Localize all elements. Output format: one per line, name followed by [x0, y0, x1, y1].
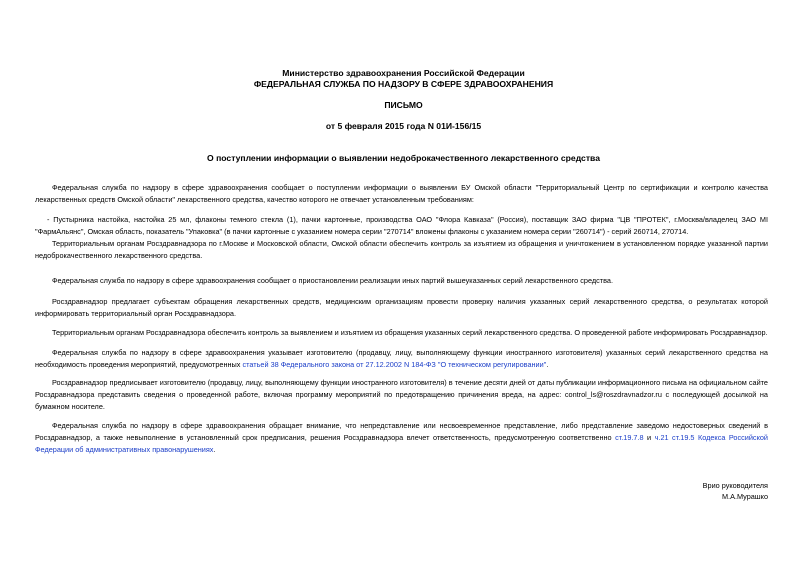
document-date-number: от 5 февраля 2015 года N 01И-156/15	[325, 121, 482, 131]
paragraph-7-text: Федеральная служба по надзору в сфере здравоохранения указывает изготовителю (продавцу, лицу, выполняющему функции иностранного изготовителя) указанных серий лекарственного средства на необходимость проведения мероприятий, предусмотренных	[35, 348, 768, 369]
paragraph-9-text: Федеральная служба по надзору в сфере здравоохранения обращает внимание, что непредставление или несвоевременное представление, либо представление заведомо недостоверных сведений в Росздравнадзор, а также невыполнение в установленный срок предписания, решения Росздравнадзора влечет ответственность, предусмотренную соответственно	[35, 421, 768, 442]
admin-code-link[interactable]: Кодекса Российской Федерации об административных правонарушениях	[35, 433, 768, 454]
article-19-7-8-link[interactable]: ст.19.7.8	[615, 433, 644, 442]
paragraph-7-end: .	[546, 360, 549, 369]
paragraph-5: Росздравнадзор предлагает субъектам обращения лекарственных средств, медицинским организациям провести проверку наличия указанных серий лекарственного средства, о результатах которой информировать территориальный орган Росздравнадзора.	[35, 297, 768, 318]
paragraph-2: - Пустырника настойка, настойка 25 мл, флаконы темного стекла (1), пачки картонные, производства ОАО "Флора Кавказа" (Россия), поставщик ЗАО фирма "ЦВ "ПРОТЕК", г.Москва/владелец ЗАО МI "ФармАльянс", Омская область, показатель "Упаковка" (в пачки картонные с указанием номера серии "270714" вложены флаконы с указанием номера серии "260714") - серий 260714, 270714.	[35, 215, 768, 236]
paragraph-7	[35, 347, 768, 371]
law-184-fz-link[interactable]: статьей 38 Федерального закона от 27.12.2002 N 184-ФЗ "О техническом регулировании"	[242, 360, 547, 369]
paragraph-9	[35, 420, 768, 456]
document-subject: О поступлении информации о выявлении недоброкачественного лекарственного средства	[207, 153, 600, 163]
paragraph-4: Федеральная служба по надзору в сфере здравоохранения сообщает о приостановлении реализации иных партий вышеуказанных серий лекарственного средства.	[52, 276, 613, 285]
paragraph-3: Территориальным органам Росздравнадзора по г.Москве и Московской области, Омской области обеспечить контроль за изъятием из обращения и уничтожением в установленном порядке указанной партии недоброкачественного лекарственного средства.	[35, 239, 768, 260]
paragraph-9-end: .	[213, 445, 216, 454]
service-title: ФЕДЕРАЛЬНАЯ СЛУЖБА ПО НАДЗОРУ В СФЕРЕ ЗДРАВООХРАНЕНИЯ	[253, 79, 554, 89]
paragraph-1: Федеральная служба по надзору в сфере здравоохранения сообщает о поступлении информации о выявлении БУ Омской области "Территориальный Центр по сертификации и контролю качества лекарственных средств Омской области" лекарственного средства, качество которого не отвечает установленным требованиям:	[35, 183, 768, 204]
article-19-5-link[interactable]: ч.21 ст.19.5	[654, 433, 695, 442]
document-type: ПИСЬМО	[384, 100, 423, 110]
signatory-position: Врио руководителя	[702, 481, 768, 490]
paragraph-6: Территориальным органам Росздравнадзора обеспечить контроль за выявлением и изъятием из обращения указанных серий лекарственного средства. О проведенной работе информировать Росздравнадзор.	[52, 328, 768, 337]
signatory-name: М.А.Мурашко	[721, 492, 768, 501]
paragraph-9-sep-1: и	[643, 433, 655, 442]
paragraph-8: Росздравнадзор предписывает изготовителю (продавцу, лицу, выполняющему функции иностранного изготовителя) в течение десяти дней от даты публикации информационного письма на официальном сайте Росздравнадзора представить сведения о проведенной работе, включая программу мероприятий по предотвращению причинения вреда, на адрес: control_ls@roszdravnadzor.ru с последующей досылкой на бумажном носителе.	[35, 378, 768, 411]
ministry-title: Министерство здравоохранения Российской Федерации	[282, 68, 525, 78]
